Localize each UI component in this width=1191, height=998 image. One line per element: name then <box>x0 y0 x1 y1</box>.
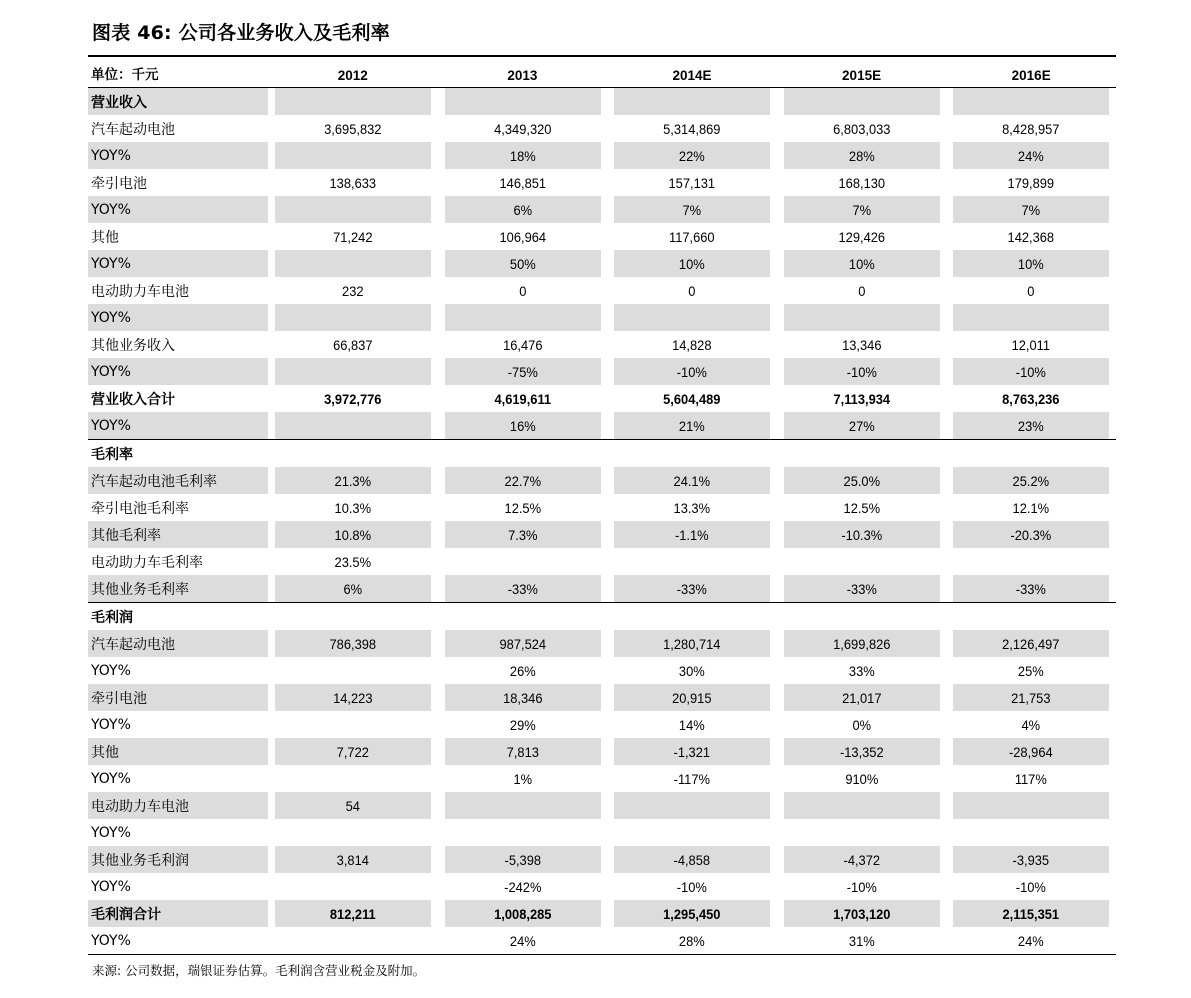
cell-value: 30% <box>679 662 705 679</box>
year-header: 2015E <box>777 57 947 88</box>
revenue-margin-table <box>88 57 1116 955</box>
year-header: 2012 <box>268 57 438 88</box>
row-label: 电动助力车毛利率 <box>91 554 203 571</box>
cell-value <box>444 792 600 819</box>
row-label: YOY% <box>91 716 131 733</box>
cell-value <box>275 765 431 792</box>
unit-label: 单位：千元 <box>88 57 268 88</box>
source-footnote: 来源: 公司数据，瑞银证券估算。毛利润含营业税金及附加。 <box>92 963 426 978</box>
cell-value: 33% <box>848 662 875 679</box>
cell-value <box>614 304 770 331</box>
cell-value: -20.3% <box>953 521 1109 548</box>
table-row <box>88 467 1116 494</box>
cell-value: 10% <box>953 250 1109 277</box>
row-label: 毛利润 <box>91 609 133 626</box>
cell-value: -33% <box>444 575 600 603</box>
table-row <box>88 630 1116 657</box>
row-label: 其他业务毛利润 <box>88 846 268 873</box>
cell-value <box>444 548 600 575</box>
cell-value: 10.8% <box>275 521 431 548</box>
cell-value <box>275 603 431 631</box>
table-row <box>88 711 1116 738</box>
cell-value: 18% <box>444 142 600 169</box>
cell-value: 0 <box>857 282 866 299</box>
row-label: YOY% <box>88 358 268 385</box>
cell-value: 5,604,489 <box>663 390 721 407</box>
cell-value <box>953 548 1109 575</box>
cell-value: 0% <box>852 716 871 733</box>
cell-value <box>784 548 940 575</box>
cell-value: -1,321 <box>614 738 770 765</box>
cell-value <box>275 873 431 900</box>
cell-value: -75% <box>444 358 600 385</box>
cell-value: -10% <box>676 878 708 895</box>
cell-value: 1,699,826 <box>784 630 940 657</box>
row-label: 毛利率 <box>91 446 133 463</box>
cell-value: 1,295,450 <box>614 900 770 927</box>
cell-value: 23% <box>953 412 1109 440</box>
cell-value <box>444 819 600 846</box>
cell-value: 812,211 <box>275 900 431 927</box>
cell-value: 4% <box>1021 716 1041 733</box>
cell-value: -4,372 <box>784 846 940 873</box>
table-row <box>88 900 1116 927</box>
cell-value: 14,828 <box>672 336 712 353</box>
cell-value: -10% <box>953 358 1109 385</box>
cell-value <box>953 792 1109 819</box>
cell-value: 10% <box>784 250 940 277</box>
cell-value <box>275 196 431 223</box>
row-label: YOY% <box>88 927 268 955</box>
cell-value: 117,660 <box>669 228 715 245</box>
cell-value: -10% <box>784 358 940 385</box>
cell-value: -10% <box>1016 878 1047 895</box>
year-header: 2013 <box>438 57 608 88</box>
cell-value: 14,223 <box>275 684 431 711</box>
cell-value: 987,524 <box>444 630 600 657</box>
cell-value: 168,130 <box>838 174 885 191</box>
cell-value: 18,346 <box>444 684 600 711</box>
cell-value: 26% <box>509 662 536 679</box>
cell-value: -33% <box>614 575 770 603</box>
table-row <box>88 846 1116 873</box>
cell-value: 138,633 <box>329 174 377 191</box>
cell-value <box>614 440 770 468</box>
cell-value <box>614 603 770 631</box>
cell-value: -5,398 <box>444 846 600 873</box>
cell-value <box>275 412 431 440</box>
table-row <box>88 684 1116 711</box>
cell-value: 0 <box>518 282 526 299</box>
cell-value: -242% <box>503 878 542 895</box>
table-row <box>88 142 1116 169</box>
row-label: 其他 <box>88 738 268 765</box>
row-label: 汽车起动电池毛利率 <box>88 467 268 494</box>
cell-value <box>275 440 431 468</box>
cell-value: 10% <box>614 250 770 277</box>
cell-value <box>444 603 600 631</box>
table-row <box>88 440 1116 468</box>
row-label: YOY% <box>91 878 131 895</box>
cell-value <box>784 304 940 331</box>
cell-value: -10% <box>614 358 770 385</box>
cell-value <box>784 819 940 846</box>
row-label: YOY% <box>88 304 268 331</box>
cell-value: 4,619,611 <box>494 390 551 407</box>
table-body <box>88 88 1116 955</box>
table-row <box>88 494 1116 521</box>
cell-value: 7% <box>953 196 1109 223</box>
row-label: YOY% <box>91 770 131 787</box>
cell-value: 28% <box>614 927 770 955</box>
cell-value <box>614 819 770 846</box>
cell-value <box>614 792 770 819</box>
cell-value <box>275 711 431 738</box>
table-row <box>88 819 1116 846</box>
cell-value: 0 <box>1027 282 1035 299</box>
row-label: 其他毛利率 <box>88 521 268 548</box>
row-label: 牵引电池 <box>91 175 147 192</box>
cell-value: 12.5% <box>504 499 541 516</box>
table-row <box>88 277 1116 304</box>
cell-value: 24.1% <box>614 467 770 494</box>
row-label: 汽车起动电池 <box>91 121 175 138</box>
cell-value <box>953 603 1109 631</box>
cell-value: 157,131 <box>668 174 716 191</box>
row-label: YOY% <box>88 412 268 440</box>
cell-value: 1,280,714 <box>614 630 770 657</box>
cell-value: -4,858 <box>614 846 770 873</box>
cell-value <box>444 88 600 116</box>
cell-value: 12.1% <box>1012 499 1050 516</box>
cell-value: 910% <box>845 770 879 787</box>
cell-value: -33% <box>784 575 940 603</box>
row-label: YOY% <box>88 250 268 277</box>
cell-value: 21,753 <box>953 684 1109 711</box>
cell-value: 10.3% <box>334 499 372 516</box>
cell-value: 7,722 <box>275 738 431 765</box>
cell-value: 7% <box>614 196 770 223</box>
year-header: 2014E <box>607 57 777 88</box>
table-row <box>88 385 1116 412</box>
cell-value: 28% <box>784 142 940 169</box>
cell-value <box>953 88 1109 116</box>
cell-value: 4,349,320 <box>493 120 552 137</box>
cell-value: 24% <box>953 927 1109 955</box>
table-row <box>88 88 1116 116</box>
table-row <box>88 169 1116 196</box>
cell-value: 14% <box>679 716 705 733</box>
table-row <box>88 250 1116 277</box>
row-label: 其他业务毛利率 <box>88 575 268 603</box>
cell-value: 71,242 <box>333 228 373 245</box>
cell-value <box>275 819 431 846</box>
cell-value <box>784 792 940 819</box>
cell-value: 232 <box>342 282 364 299</box>
cell-value: 25% <box>1018 662 1045 679</box>
cell-value: -28,964 <box>953 738 1109 765</box>
row-label: 电动助力车电池 <box>91 283 189 300</box>
cell-value: 12,011 <box>1011 336 1051 353</box>
cell-value: -33% <box>953 575 1109 603</box>
cell-value <box>275 88 431 116</box>
cell-value <box>275 142 431 169</box>
cell-value: 7,813 <box>444 738 600 765</box>
cell-value: 50% <box>444 250 600 277</box>
cell-value: 22% <box>614 142 770 169</box>
cell-value: 3,972,776 <box>324 390 382 407</box>
table-row <box>88 873 1116 900</box>
cell-value <box>275 657 431 684</box>
cell-value: 25.2% <box>953 467 1109 494</box>
row-label: 其他业务收入 <box>91 337 175 354</box>
cell-value: -10.3% <box>784 521 940 548</box>
cell-value: 3,814 <box>275 846 431 873</box>
cell-value: 23.5% <box>334 553 372 570</box>
cell-value: 1,008,285 <box>444 900 600 927</box>
cell-value <box>953 819 1109 846</box>
cell-value: 0 <box>688 282 696 299</box>
cell-value: 7.3% <box>444 521 600 548</box>
cell-value <box>444 440 600 468</box>
table-row <box>88 358 1116 385</box>
cell-value: 179,899 <box>1007 174 1055 191</box>
cell-value: 21.3% <box>275 467 431 494</box>
cell-value <box>444 304 600 331</box>
cell-value: 16% <box>444 412 600 440</box>
table-row <box>88 412 1116 440</box>
table-row <box>88 927 1116 955</box>
row-label: YOY% <box>91 662 131 679</box>
cell-value: 6% <box>275 575 431 603</box>
row-label: 牵引电池毛利率 <box>91 500 189 517</box>
table-row <box>88 603 1116 631</box>
cell-value <box>953 304 1109 331</box>
table-row <box>88 765 1116 792</box>
table-header-row <box>88 57 1116 88</box>
table-row <box>88 548 1116 575</box>
cell-value: 7% <box>784 196 940 223</box>
cell-value: 3,695,832 <box>324 120 382 137</box>
cell-value: 146,851 <box>499 174 546 191</box>
cell-value: 1% <box>513 770 532 787</box>
cell-value: 1,703,120 <box>784 900 940 927</box>
row-label: 毛利润合计 <box>88 900 268 927</box>
table-row <box>88 575 1116 603</box>
table-row <box>88 196 1116 223</box>
cell-value: 142,368 <box>1007 228 1055 245</box>
row-label: 电动助力车电池 <box>88 792 268 819</box>
cell-value: 27% <box>784 412 940 440</box>
cell-value: 20,915 <box>614 684 770 711</box>
cell-value: 13.3% <box>673 499 711 516</box>
table-row <box>88 657 1116 684</box>
cell-value: 24% <box>444 927 600 955</box>
cell-value <box>614 88 770 116</box>
cell-value: 2,126,497 <box>953 630 1109 657</box>
row-label: 其他 <box>91 229 119 246</box>
cell-value <box>275 927 431 955</box>
cell-value: 25.0% <box>784 467 940 494</box>
cell-value: 117% <box>1015 770 1048 787</box>
cell-value: -3,935 <box>953 846 1109 873</box>
cell-value: 54 <box>275 792 431 819</box>
cell-value <box>953 440 1109 468</box>
row-label: YOY% <box>88 196 268 223</box>
table-row <box>88 115 1116 142</box>
row-label: 营业收入 <box>88 88 268 116</box>
cell-value: 21,017 <box>784 684 940 711</box>
cell-value: -1.1% <box>614 521 770 548</box>
row-label: 营业收入合计 <box>91 391 175 408</box>
cell-value <box>614 548 770 575</box>
cell-value: 106,964 <box>499 228 546 245</box>
cell-value: -117% <box>673 770 711 787</box>
row-label: YOY% <box>91 824 131 841</box>
cell-value: 31% <box>784 927 940 955</box>
cell-value: 24% <box>953 142 1109 169</box>
cell-value <box>275 304 431 331</box>
cell-value: 786,398 <box>275 630 431 657</box>
year-header: 2016E <box>946 57 1116 88</box>
cell-value: 5,314,869 <box>663 120 721 137</box>
financial-table-container <box>88 55 1116 955</box>
figure-title: 图表 46: 公司各业务收入及毛利率 <box>92 22 390 44</box>
table-row <box>88 304 1116 331</box>
table-row <box>88 331 1116 358</box>
cell-value: 22.7% <box>444 467 600 494</box>
cell-value <box>275 358 431 385</box>
cell-value: 129,426 <box>838 228 885 245</box>
cell-value: 29% <box>509 716 536 733</box>
cell-value: -10% <box>846 878 877 895</box>
cell-value <box>784 440 940 468</box>
table-row <box>88 792 1116 819</box>
cell-value: 6% <box>444 196 600 223</box>
cell-value: 7,113,934 <box>833 390 890 407</box>
cell-value: 21% <box>614 412 770 440</box>
row-label: YOY% <box>88 142 268 169</box>
cell-value: 16,476 <box>502 336 543 353</box>
table-row <box>88 521 1116 548</box>
cell-value: -13,352 <box>784 738 940 765</box>
cell-value: 66,837 <box>333 336 373 353</box>
cell-value: 2,115,351 <box>953 900 1109 927</box>
cell-value: 6,803,033 <box>832 120 891 137</box>
table-row <box>88 223 1116 250</box>
cell-value <box>784 88 940 116</box>
cell-value: 8,428,957 <box>1002 120 1060 137</box>
cell-value: 13,346 <box>841 336 882 353</box>
cell-value <box>275 250 431 277</box>
cell-value: 12.5% <box>843 499 880 516</box>
cell-value <box>784 603 940 631</box>
cell-value: 8,763,236 <box>1002 390 1060 407</box>
table-row <box>88 738 1116 765</box>
row-label: 牵引电池 <box>88 684 268 711</box>
row-label: 汽车起动电池 <box>88 630 268 657</box>
